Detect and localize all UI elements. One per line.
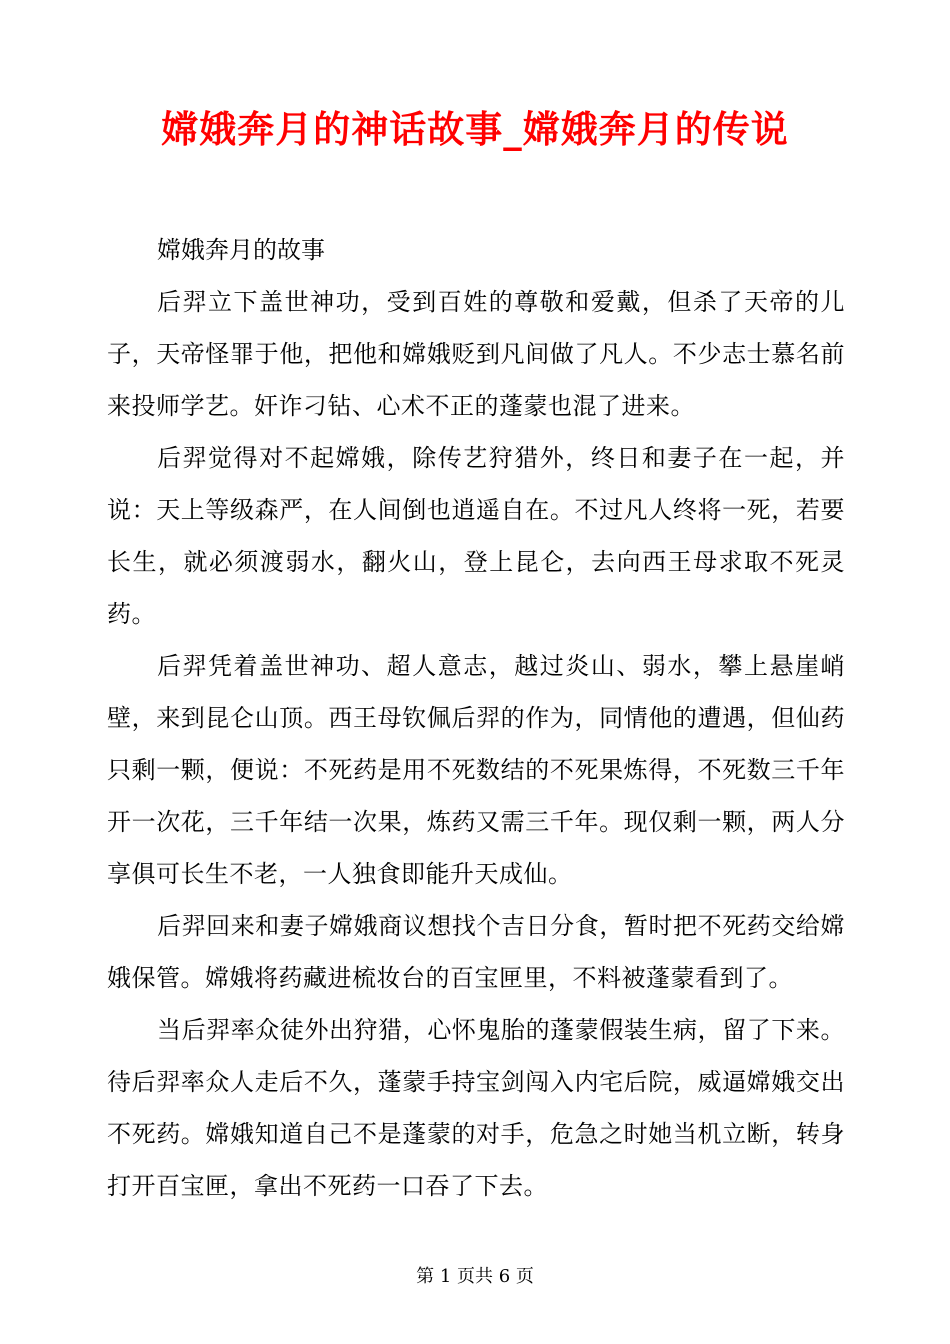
document-title: 嫦娥奔月的神话故事_嫦娥奔月的传说 (161, 108, 789, 151)
paragraph: 后羿回来和妻子嫦娥商议想找个吉日分食，暂时把不死药交给嫦娥保管。嫦娥将药藏进梳妆台的百宝匣里，不料被蓬蒙看到了。 (107, 912, 845, 992)
paragraph: 后羿立下盖世神功，受到百姓的尊敬和爱戴，但杀了天帝的儿子，天帝怪罪于他，把他和嫦娥贬到凡间做了凡人。不少志士慕名前来投师学艺。奸诈刁钻、心术不正的蓬蒙也混了进来。 (107, 288, 845, 420)
paragraph: 当后羿率众徒外出狩猎，心怀鬼胎的蓬蒙假装生病，留了下来。待后羿率众人走后不久，蓬蒙手持宝剑闯入内宅后院，威逼嫦娥交出不死药。嫦娥知道自己不是蓬蒙的对手，危急之时她当机立断，转身打开百宝匣，拿出不死药一口吞了下去。 (107, 1016, 845, 1200)
section-heading: 嫦娥奔月的故事 (157, 236, 325, 264)
paragraph: 后羿凭着盖世神功、超人意志，越过炎山、弱水，攀上悬崖峭壁，来到昆仑山顶。西王母钦佩后羿的作为，同情他的遭遇，但仙药只剩一颗，便说：不死药是用不死数结的不死果炼得，不死数三千年开一次花，三千年结一次果，炼药又需三千年。现仅剩一颗，两人分享俱可长生不老，一人独食即能升天成仙。 (107, 652, 845, 888)
paragraph: 后羿觉得对不起嫦娥，除传艺狩猎外，终日和妻子在一起，并说：天上等级森严，在人间倒也逍遥自在。不过凡人终将一死，若要长生，就必须渡弱水，翻火山，登上昆仑，去向西王母求取不死灵药。 (107, 444, 845, 628)
page-indicator: 第 1 页共 6 页 (416, 1266, 534, 1287)
document-body (107, 224, 845, 1212)
